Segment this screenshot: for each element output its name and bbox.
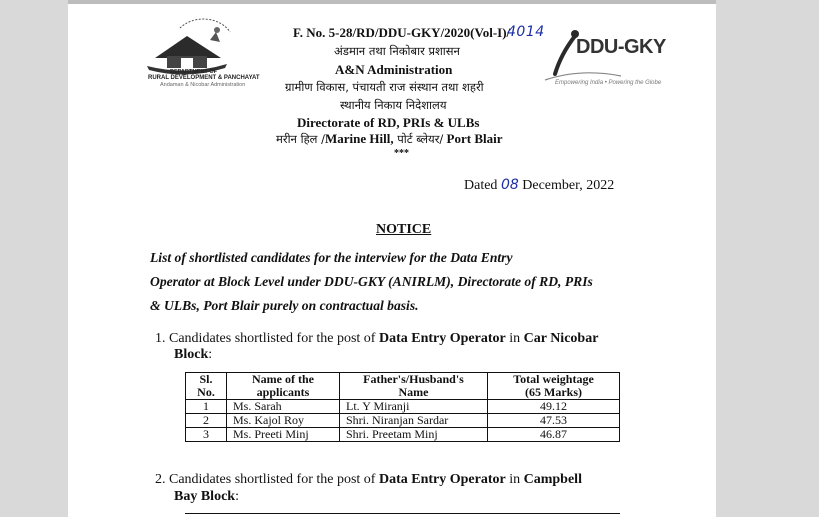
section1-block: Car Nicobar [523,331,599,346]
header-name: Name of the applicants [227,373,340,400]
intro-line-1: List of shortlisted candidates for the interview for the Data Entry [150,250,513,265]
hindi-dept-line2: स्थानीय निकाय निदेशालय [340,98,447,112]
section2-num: 2. [155,472,166,487]
cell-sl: 2 [186,414,227,428]
dated-label: Dated [464,178,501,193]
shortlist-table-car-nicobar [185,372,620,442]
cell-name: Ms. Preeti Minj [227,428,340,442]
hindi-admin-line: अंडमान तथा निकोबार प्रशासन [334,44,460,58]
dept-label-line3: Andaman & Nicobar Administration [160,82,246,88]
table-header-row [186,373,620,400]
section1-num: 1. [155,331,166,346]
dept-label-line1: DEPARTMENT OF [170,69,217,75]
dated-line [464,177,614,194]
section1-text-a: Candidates shortlisted for the post of [169,331,379,346]
section2-line2 [174,489,239,505]
section1-post: Data Entry Operator [378,331,506,346]
intro-line-3: & ULBs, Port Blair purely on contractual basis. [150,298,419,313]
section1-text-b: in [505,331,524,346]
section2-post: Data Entry Operator [378,472,506,487]
section1-block2: Block [174,347,209,362]
directorate-line: Directorate of RD, PRIs & ULBs [297,115,480,130]
section2-block2: Bay Block [174,489,236,504]
intro-line-2: Operator at Block Level under DDU-GKY (ANIRLM), Directorate of RD, PRIs [150,274,593,289]
address-en: Marine Hill, [325,131,394,146]
ddu-gky-name: DDU-GKY [576,36,666,58]
section1-line2 [174,347,212,363]
cell-name: Ms. Kajol Roy [227,414,340,428]
cell-name: Ms. Sarah [227,400,340,414]
table-row [186,428,620,442]
address-hindi: मरीन हिल / [276,132,326,146]
cell-weightage: 46.87 [488,428,620,442]
section2-text-a: Candidates shortlisted for the post of [169,472,379,487]
notice-title: NOTICE [376,222,432,237]
dated-rest: December, 2022 [518,178,615,193]
cell-weightage: 47.53 [488,414,620,428]
header-weightage: Total weightage (65 Marks) [488,373,620,400]
stars-separator: *** [394,148,409,159]
handwritten-number: 4014 [507,24,545,40]
page-top-border [68,0,716,4]
next-table-top-border [185,513,620,514]
file-number: F. No. 5-28/RD/DDU-GKY/2020(Vol-I)/ [293,25,511,40]
section1-line1 [155,331,598,347]
section2-text-b: in [505,472,524,487]
hindi-dept-line: ग्रामीण विकास, पंचायती राज संस्थान तथा शहरी [285,80,484,94]
section2-block: Campbell [523,472,582,487]
section2-colon: : [235,489,239,504]
address-en2: Port Blair [443,131,503,146]
header-sl: Sl. No. [186,373,227,400]
section2-line1 [155,472,582,488]
admin-line: A&N Administration [335,62,453,77]
address-line [276,131,503,147]
table-row [186,414,620,428]
cell-sl: 3 [186,428,227,442]
cell-sl: 1 [186,400,227,414]
cell-weightage: 49.12 [488,400,620,414]
cell-father: Lt. Y Miranji [340,400,488,414]
table-row [186,400,620,414]
address-hindi2: पोर्ट ब्लेयर/ [393,132,444,146]
cell-father: Shri. Preetam Minj [340,428,488,442]
dept-label-line2: RURAL DEVELOPMENT & PANCHAYAT [148,75,260,81]
ddu-gky-tagline: Empowering India • Powering the Globe [555,80,662,86]
section1-colon: : [208,347,213,362]
cell-father: Shri. Niranjan Sardar [340,414,488,428]
dated-day-handwritten: 08 [500,177,519,193]
header-father: Father's/Husband's Name [340,373,488,400]
